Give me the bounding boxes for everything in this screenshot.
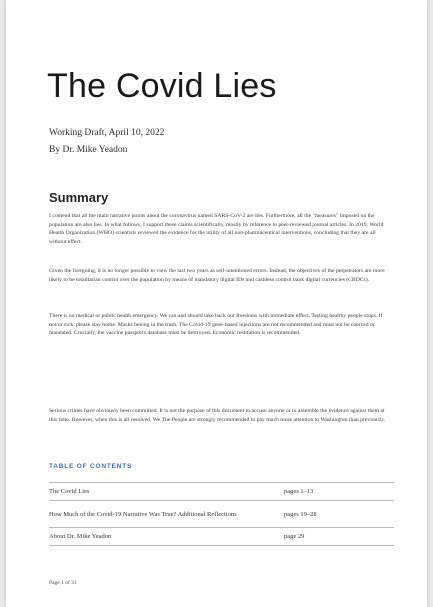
summary-heading: Summary [49, 190, 109, 205]
summary-paragraph-4: Serious crimes have obviously been committed. It is not the purpose of this document to accuse anyone or to assemble the evidence against them at this time. However, when this is all resolved, We The People are strongly recommended to pay much more attention to Washington than previously. [49, 408, 386, 423]
date-line: Working Draft, April 10, 2022 [49, 128, 165, 138]
toc-entry-pages: page 29 [274, 528, 394, 546]
toc-entry-title[interactable]: The Covid Lies [49, 483, 274, 501]
toc-heading: TABLE OF CONTENTS [49, 463, 133, 470]
toc-entry-title[interactable]: About Dr. Mike Yeadon [49, 528, 274, 546]
toc-row[interactable] [49, 528, 394, 546]
page-number: Page 1 of 31 [49, 580, 77, 586]
toc-entry-pages: pages 19–28 [274, 501, 394, 528]
summary-paragraph-3: There is no medical or public health emergency. We can and should take back our freedoms with immediate effect. Testing healthy people stops. If not/or sick, please stay home. Masks belong in the trash. The Covid-19 gene-based injections are not recommended and must not be coerced or mandated. Crucially, the vaccine passports database must be destroyed. Economic restitution is recommended. [49, 313, 383, 337]
document-title: The Covid Lies [47, 67, 277, 105]
document-page [6, 0, 427, 607]
author-line: By Dr. Mike Yeadon [49, 145, 128, 155]
toc-entry-title[interactable]: How Much of the Covid-19 Narrative Was True? Additional Reflections [49, 501, 274, 528]
toc-row[interactable] [49, 501, 394, 528]
table-of-contents [49, 482, 394, 546]
toc-entry-pages: pages 1–13 [274, 483, 394, 501]
toc-row[interactable] [49, 483, 394, 501]
summary-paragraph-2: Given the foregoing, it is no longer possible to view the last two years as self-intentioned errors. Instead, the objectives of the perpetrators are more likely to be totalitarian control over the population by means of mandatory digital IDs and cashless control bank digital currencies (CBDCs). [49, 268, 385, 283]
summary-paragraph-1: I contend that all the main narrative points about the coronavirus named SARS-CoV-2 are lies. Furthermore, all the "measures" imposed on the population are also lies. In what follows, I support these claims scientifically, mostly by reference to peer-reviewed journal articles. In 2019, World Health Organization (WHO) scientists reviewed the evidence for the utility of all non-pharmaceutical interventions, concluding that they are all without effect. [49, 213, 384, 245]
